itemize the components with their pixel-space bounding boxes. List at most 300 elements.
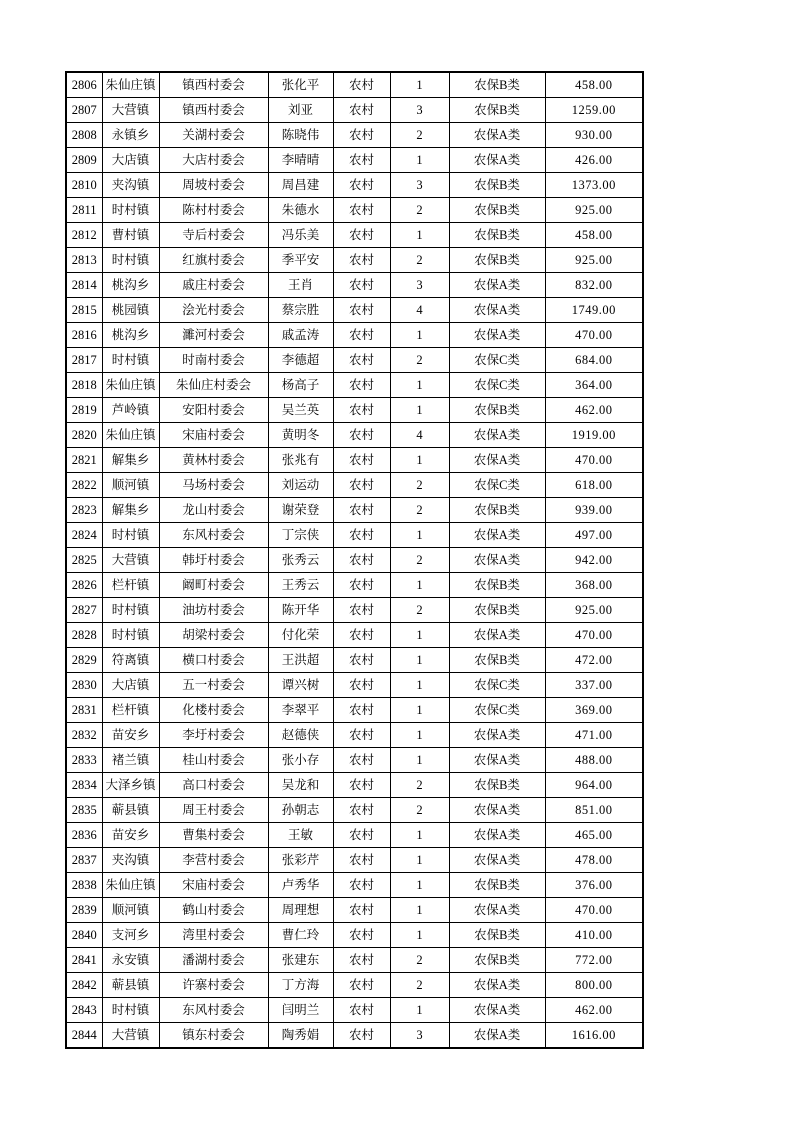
- table-row: [66, 323, 643, 348]
- person-name-cell: 张化平: [268, 72, 333, 98]
- person-count-cell: 1: [390, 748, 449, 773]
- sequence-number-cell: 2806: [66, 72, 102, 98]
- insurance-category-cell: 农保A类: [449, 523, 545, 548]
- town-name-cell: 大店镇: [102, 148, 159, 173]
- town-name-cell: 时村镇: [102, 598, 159, 623]
- resident-type-cell: 农村: [333, 548, 390, 573]
- insurance-category-cell: 农保B类: [449, 223, 545, 248]
- resident-type-cell: 农村: [333, 698, 390, 723]
- resident-type-cell: 农村: [333, 223, 390, 248]
- resident-type-cell: 农村: [333, 798, 390, 823]
- resident-type-cell: 农村: [333, 523, 390, 548]
- insurance-category-cell: 农保A类: [449, 548, 545, 573]
- person-name-cell: 丁宗侠: [268, 523, 333, 548]
- village-committee-cell: 红旗村委会: [159, 248, 268, 273]
- person-count-cell: 2: [390, 348, 449, 373]
- amount-cell: 618.00: [545, 473, 643, 498]
- town-name-cell: 苗安乡: [102, 823, 159, 848]
- town-name-cell: 解集乡: [102, 448, 159, 473]
- village-committee-cell: 韩圩村委会: [159, 548, 268, 573]
- amount-cell: 1616.00: [545, 1023, 643, 1049]
- resident-type-cell: 农村: [333, 673, 390, 698]
- person-count-cell: 1: [390, 848, 449, 873]
- town-name-cell: 朱仙庄镇: [102, 423, 159, 448]
- amount-cell: 470.00: [545, 323, 643, 348]
- table-row: [66, 448, 643, 473]
- sequence-number-cell: 2813: [66, 248, 102, 273]
- town-name-cell: 苗安乡: [102, 723, 159, 748]
- sequence-number-cell: 2826: [66, 573, 102, 598]
- sequence-number-cell: 2839: [66, 898, 102, 923]
- village-committee-cell: 李营村委会: [159, 848, 268, 873]
- person-count-cell: 1: [390, 373, 449, 398]
- village-committee-cell: 胡梁村委会: [159, 623, 268, 648]
- person-count-cell: 1: [390, 72, 449, 98]
- person-count-cell: 2: [390, 798, 449, 823]
- insurance-category-cell: 农保A类: [449, 823, 545, 848]
- insurance-category-cell: 农保C类: [449, 473, 545, 498]
- insurance-category-cell: 农保A类: [449, 298, 545, 323]
- amount-cell: 1259.00: [545, 98, 643, 123]
- town-name-cell: 解集乡: [102, 498, 159, 523]
- village-committee-cell: 关湖村委会: [159, 123, 268, 148]
- amount-cell: 851.00: [545, 798, 643, 823]
- table-row: [66, 998, 643, 1023]
- amount-cell: 488.00: [545, 748, 643, 773]
- sequence-number-cell: 2815: [66, 298, 102, 323]
- person-name-cell: 张秀云: [268, 548, 333, 573]
- sequence-number-cell: 2836: [66, 823, 102, 848]
- resident-type-cell: 农村: [333, 148, 390, 173]
- person-name-cell: 陶秀娟: [268, 1023, 333, 1049]
- person-count-cell: 2: [390, 773, 449, 798]
- insurance-category-cell: 农保B类: [449, 498, 545, 523]
- table-row: [66, 173, 643, 198]
- village-committee-cell: 潘湖村委会: [159, 948, 268, 973]
- sequence-number-cell: 2828: [66, 623, 102, 648]
- sequence-number-cell: 2833: [66, 748, 102, 773]
- person-name-cell: 刘亚: [268, 98, 333, 123]
- person-name-cell: 谢荣登: [268, 498, 333, 523]
- table-row: [66, 498, 643, 523]
- village-committee-cell: 龙山村委会: [159, 498, 268, 523]
- sequence-number-cell: 2829: [66, 648, 102, 673]
- town-name-cell: 永镇乡: [102, 123, 159, 148]
- insurance-category-cell: 农保A类: [449, 448, 545, 473]
- insurance-category-cell: 农保C类: [449, 348, 545, 373]
- table-row: [66, 973, 643, 998]
- person-name-cell: 闫明兰: [268, 998, 333, 1023]
- person-count-cell: 2: [390, 198, 449, 223]
- person-name-cell: 李德超: [268, 348, 333, 373]
- sequence-number-cell: 2831: [66, 698, 102, 723]
- table-row: [66, 798, 643, 823]
- person-name-cell: 刘运动: [268, 473, 333, 498]
- person-count-cell: 2: [390, 548, 449, 573]
- person-name-cell: 张彩芹: [268, 848, 333, 873]
- person-count-cell: 2: [390, 498, 449, 523]
- resident-type-cell: 农村: [333, 248, 390, 273]
- town-name-cell: 栏杆镇: [102, 698, 159, 723]
- resident-type-cell: 农村: [333, 473, 390, 498]
- person-count-cell: 1: [390, 573, 449, 598]
- person-name-cell: 冯乐美: [268, 223, 333, 248]
- village-committee-cell: 安阳村委会: [159, 398, 268, 423]
- town-name-cell: 桃沟乡: [102, 273, 159, 298]
- town-name-cell: 曹村镇: [102, 223, 159, 248]
- sequence-number-cell: 2838: [66, 873, 102, 898]
- sequence-number-cell: 2842: [66, 973, 102, 998]
- person-count-cell: 1: [390, 998, 449, 1023]
- insurance-category-cell: 农保A类: [449, 723, 545, 748]
- amount-cell: 470.00: [545, 448, 643, 473]
- person-name-cell: 陈开华: [268, 598, 333, 623]
- person-count-cell: 1: [390, 623, 449, 648]
- person-count-cell: 1: [390, 873, 449, 898]
- village-committee-cell: 镇西村委会: [159, 98, 268, 123]
- amount-cell: 364.00: [545, 373, 643, 398]
- resident-type-cell: 农村: [333, 723, 390, 748]
- village-committee-cell: 黄林村委会: [159, 448, 268, 473]
- sequence-number-cell: 2822: [66, 473, 102, 498]
- village-committee-cell: 五一村委会: [159, 673, 268, 698]
- town-name-cell: 桃沟乡: [102, 323, 159, 348]
- insurance-category-cell: 农保B类: [449, 72, 545, 98]
- sequence-number-cell: 2840: [66, 923, 102, 948]
- person-name-cell: 曹仁玲: [268, 923, 333, 948]
- table-row: [66, 623, 643, 648]
- resident-type-cell: 农村: [333, 298, 390, 323]
- town-name-cell: 大营镇: [102, 1023, 159, 1049]
- person-count-cell: 1: [390, 823, 449, 848]
- village-committee-cell: 油坊村委会: [159, 598, 268, 623]
- amount-cell: 426.00: [545, 148, 643, 173]
- insurance-category-cell: 农保A类: [449, 998, 545, 1023]
- amount-cell: 1373.00: [545, 173, 643, 198]
- town-name-cell: 时村镇: [102, 623, 159, 648]
- sequence-number-cell: 2808: [66, 123, 102, 148]
- sequence-number-cell: 2837: [66, 848, 102, 873]
- amount-cell: 470.00: [545, 623, 643, 648]
- amount-cell: 465.00: [545, 823, 643, 848]
- town-name-cell: 大营镇: [102, 548, 159, 573]
- person-count-cell: 1: [390, 223, 449, 248]
- person-count-cell: 3: [390, 273, 449, 298]
- resident-type-cell: 农村: [333, 323, 390, 348]
- amount-cell: 471.00: [545, 723, 643, 748]
- person-count-cell: 1: [390, 148, 449, 173]
- sequence-number-cell: 2832: [66, 723, 102, 748]
- town-name-cell: 时村镇: [102, 348, 159, 373]
- amount-cell: 462.00: [545, 398, 643, 423]
- town-name-cell: 时村镇: [102, 523, 159, 548]
- village-committee-cell: 大店村委会: [159, 148, 268, 173]
- person-count-cell: 2: [390, 948, 449, 973]
- village-committee-cell: 湾里村委会: [159, 923, 268, 948]
- amount-cell: 462.00: [545, 998, 643, 1023]
- person-name-cell: 孙朝志: [268, 798, 333, 823]
- amount-cell: 800.00: [545, 973, 643, 998]
- amount-cell: 1919.00: [545, 423, 643, 448]
- village-committee-cell: 鹤山村委会: [159, 898, 268, 923]
- resident-type-cell: 农村: [333, 598, 390, 623]
- town-name-cell: 褚兰镇: [102, 748, 159, 773]
- sequence-number-cell: 2844: [66, 1023, 102, 1049]
- resident-type-cell: 农村: [333, 273, 390, 298]
- table-row: [66, 848, 643, 873]
- insurance-category-cell: 农保B类: [449, 598, 545, 623]
- insurance-category-cell: 农保B类: [449, 248, 545, 273]
- village-committee-cell: 许寨村委会: [159, 973, 268, 998]
- person-count-cell: 4: [390, 298, 449, 323]
- resident-type-cell: 农村: [333, 648, 390, 673]
- table-row: [66, 398, 643, 423]
- resident-type-cell: 农村: [333, 498, 390, 523]
- table-row: [66, 198, 643, 223]
- person-name-cell: 丁方海: [268, 973, 333, 998]
- amount-cell: 925.00: [545, 598, 643, 623]
- amount-cell: 684.00: [545, 348, 643, 373]
- resident-type-cell: 农村: [333, 98, 390, 123]
- resident-type-cell: 农村: [333, 848, 390, 873]
- insurance-category-cell: 农保A类: [449, 273, 545, 298]
- person-name-cell: 蔡宗胜: [268, 298, 333, 323]
- person-name-cell: 陈晓伟: [268, 123, 333, 148]
- person-count-cell: 2: [390, 598, 449, 623]
- person-count-cell: 1: [390, 723, 449, 748]
- resident-type-cell: 农村: [333, 748, 390, 773]
- person-name-cell: 王肖: [268, 273, 333, 298]
- person-name-cell: 王秀云: [268, 573, 333, 598]
- table-row: [66, 748, 643, 773]
- person-count-cell: 3: [390, 98, 449, 123]
- resident-type-cell: 农村: [333, 573, 390, 598]
- insurance-category-cell: 农保A类: [449, 748, 545, 773]
- town-name-cell: 顺河镇: [102, 473, 159, 498]
- insurance-category-cell: 农保B类: [449, 648, 545, 673]
- resident-type-cell: 农村: [333, 348, 390, 373]
- village-committee-cell: 宋庙村委会: [159, 873, 268, 898]
- village-committee-cell: 时南村委会: [159, 348, 268, 373]
- sequence-number-cell: 2814: [66, 273, 102, 298]
- table-row: [66, 573, 643, 598]
- town-name-cell: 大泽乡镇: [102, 773, 159, 798]
- person-name-cell: 戚孟涛: [268, 323, 333, 348]
- amount-cell: 939.00: [545, 498, 643, 523]
- person-name-cell: 王敏: [268, 823, 333, 848]
- insurance-category-cell: 农保A类: [449, 623, 545, 648]
- person-name-cell: 李翠平: [268, 698, 333, 723]
- town-name-cell: 大营镇: [102, 98, 159, 123]
- table-row: [66, 273, 643, 298]
- table-row: [66, 348, 643, 373]
- person-name-cell: 张小存: [268, 748, 333, 773]
- sequence-number-cell: 2820: [66, 423, 102, 448]
- person-name-cell: 王洪超: [268, 648, 333, 673]
- resident-type-cell: 农村: [333, 173, 390, 198]
- insurance-category-cell: 农保B类: [449, 173, 545, 198]
- sequence-number-cell: 2834: [66, 773, 102, 798]
- amount-cell: 930.00: [545, 123, 643, 148]
- table-row: [66, 648, 643, 673]
- resident-type-cell: 农村: [333, 373, 390, 398]
- table-row: [66, 698, 643, 723]
- person-name-cell: 李晴晴: [268, 148, 333, 173]
- table-row: [66, 298, 643, 323]
- table-row: [66, 523, 643, 548]
- resident-type-cell: 农村: [333, 1023, 390, 1049]
- table-row: [66, 773, 643, 798]
- town-name-cell: 符离镇: [102, 648, 159, 673]
- village-committee-cell: 横口村委会: [159, 648, 268, 673]
- table-row: [66, 223, 643, 248]
- town-name-cell: 时村镇: [102, 998, 159, 1023]
- sequence-number-cell: 2835: [66, 798, 102, 823]
- amount-cell: 472.00: [545, 648, 643, 673]
- village-committee-cell: 镇西村委会: [159, 72, 268, 98]
- village-committee-cell: 高口村委会: [159, 773, 268, 798]
- town-name-cell: 夹沟镇: [102, 173, 159, 198]
- town-name-cell: 桃园镇: [102, 298, 159, 323]
- village-committee-cell: 镇东村委会: [159, 1023, 268, 1049]
- person-count-cell: 2: [390, 973, 449, 998]
- resident-type-cell: 农村: [333, 823, 390, 848]
- resident-type-cell: 农村: [333, 423, 390, 448]
- village-committee-cell: 朱仙庄村委会: [159, 373, 268, 398]
- person-name-cell: 吴龙和: [268, 773, 333, 798]
- town-name-cell: 栏杆镇: [102, 573, 159, 598]
- table-row: [66, 723, 643, 748]
- sequence-number-cell: 2841: [66, 948, 102, 973]
- town-name-cell: 夹沟镇: [102, 848, 159, 873]
- amount-cell: 337.00: [545, 673, 643, 698]
- village-committee-cell: 周坡村委会: [159, 173, 268, 198]
- amount-cell: 376.00: [545, 873, 643, 898]
- person-count-cell: 1: [390, 523, 449, 548]
- insurance-category-cell: 农保B类: [449, 923, 545, 948]
- resident-type-cell: 农村: [333, 773, 390, 798]
- person-name-cell: 黄明冬: [268, 423, 333, 448]
- village-committee-cell: 寺后村委会: [159, 223, 268, 248]
- person-name-cell: 吴兰英: [268, 398, 333, 423]
- amount-cell: 832.00: [545, 273, 643, 298]
- village-committee-cell: 东风村委会: [159, 523, 268, 548]
- table-row: [66, 373, 643, 398]
- amount-cell: 478.00: [545, 848, 643, 873]
- amount-cell: 410.00: [545, 923, 643, 948]
- person-name-cell: 谭兴树: [268, 673, 333, 698]
- town-name-cell: 朱仙庄镇: [102, 72, 159, 98]
- person-count-cell: 1: [390, 898, 449, 923]
- town-name-cell: 时村镇: [102, 198, 159, 223]
- village-committee-cell: 阚町村委会: [159, 573, 268, 598]
- person-count-cell: 4: [390, 423, 449, 448]
- person-name-cell: 张兆有: [268, 448, 333, 473]
- sequence-number-cell: 2807: [66, 98, 102, 123]
- person-count-cell: 1: [390, 398, 449, 423]
- amount-cell: 369.00: [545, 698, 643, 723]
- amount-cell: 964.00: [545, 773, 643, 798]
- person-count-cell: 3: [390, 173, 449, 198]
- amount-cell: 458.00: [545, 223, 643, 248]
- sequence-number-cell: 2819: [66, 398, 102, 423]
- insurance-category-cell: 农保C类: [449, 373, 545, 398]
- resident-type-cell: 农村: [333, 198, 390, 223]
- sequence-number-cell: 2830: [66, 673, 102, 698]
- insurance-category-cell: 农保A类: [449, 973, 545, 998]
- insurance-category-cell: 农保A类: [449, 848, 545, 873]
- table-row: [66, 123, 643, 148]
- village-committee-cell: 马场村委会: [159, 473, 268, 498]
- insurance-category-cell: 农保B类: [449, 398, 545, 423]
- table-row: [66, 72, 643, 98]
- town-name-cell: 蕲县镇: [102, 798, 159, 823]
- sequence-number-cell: 2816: [66, 323, 102, 348]
- insurance-category-cell: 农保A类: [449, 123, 545, 148]
- village-committee-cell: 化楼村委会: [159, 698, 268, 723]
- table-row: [66, 823, 643, 848]
- resident-type-cell: 农村: [333, 973, 390, 998]
- person-count-cell: 1: [390, 648, 449, 673]
- resident-type-cell: 农村: [333, 623, 390, 648]
- insurance-category-cell: 农保C类: [449, 698, 545, 723]
- person-name-cell: 卢秀华: [268, 873, 333, 898]
- person-name-cell: 赵德侠: [268, 723, 333, 748]
- amount-cell: 458.00: [545, 72, 643, 98]
- insurance-category-cell: 农保A类: [449, 423, 545, 448]
- table-row: [66, 598, 643, 623]
- person-name-cell: 朱德水: [268, 198, 333, 223]
- person-count-cell: 1: [390, 323, 449, 348]
- sequence-number-cell: 2812: [66, 223, 102, 248]
- person-name-cell: 周理想: [268, 898, 333, 923]
- person-count-cell: 1: [390, 448, 449, 473]
- village-committee-cell: 浍光村委会: [159, 298, 268, 323]
- amount-cell: 772.00: [545, 948, 643, 973]
- sequence-number-cell: 2821: [66, 448, 102, 473]
- insurance-category-cell: 农保B类: [449, 873, 545, 898]
- sequence-number-cell: 2811: [66, 198, 102, 223]
- table-row: [66, 948, 643, 973]
- insurance-category-cell: 农保B类: [449, 773, 545, 798]
- town-name-cell: 蕲县镇: [102, 973, 159, 998]
- village-committee-cell: 陈村村委会: [159, 198, 268, 223]
- person-count-cell: 2: [390, 473, 449, 498]
- sequence-number-cell: 2824: [66, 523, 102, 548]
- table-row: [66, 473, 643, 498]
- insurance-category-cell: 农保B类: [449, 198, 545, 223]
- town-name-cell: 大店镇: [102, 673, 159, 698]
- town-name-cell: 时村镇: [102, 248, 159, 273]
- town-name-cell: 朱仙庄镇: [102, 873, 159, 898]
- insurance-category-cell: 农保A类: [449, 323, 545, 348]
- table-row: [66, 98, 643, 123]
- village-committee-cell: 桂山村委会: [159, 748, 268, 773]
- town-name-cell: 永安镇: [102, 948, 159, 973]
- town-name-cell: 朱仙庄镇: [102, 373, 159, 398]
- town-name-cell: 顺河镇: [102, 898, 159, 923]
- person-name-cell: 季平安: [268, 248, 333, 273]
- table-row: [66, 923, 643, 948]
- person-name-cell: 付化荣: [268, 623, 333, 648]
- resident-type-cell: 农村: [333, 72, 390, 98]
- insurance-category-cell: 农保A类: [449, 798, 545, 823]
- village-committee-cell: 周王村委会: [159, 798, 268, 823]
- village-committee-cell: 宋庙村委会: [159, 423, 268, 448]
- resident-type-cell: 农村: [333, 873, 390, 898]
- resident-type-cell: 农村: [333, 948, 390, 973]
- village-committee-cell: 戚庄村委会: [159, 273, 268, 298]
